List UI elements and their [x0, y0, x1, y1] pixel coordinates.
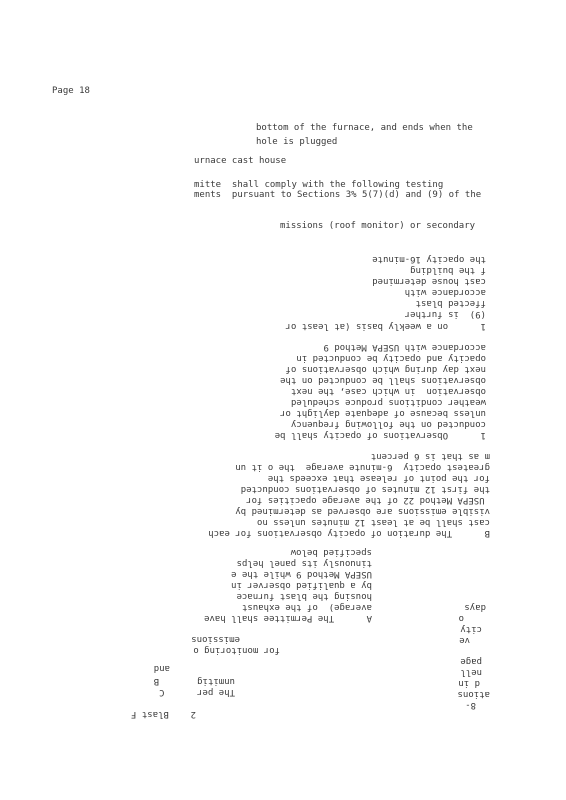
- inverted-text-line: cast shall be at least 12 minutes unless no: [257, 517, 490, 527]
- inverted-text-line: and: [153, 663, 170, 673]
- margin-fragment: d in: [458, 678, 480, 688]
- inverted-text-line: weather conditions produce scheduled: [290, 397, 486, 407]
- inverted-text-line: tinuously its panel helps: [236, 558, 372, 568]
- inverted-text-line: observation in which case, the next: [290, 386, 486, 396]
- inverted-text-line: conducted on the following frequency: [290, 419, 486, 429]
- inverted-text-line: 1 Observations of opacity shall be: [274, 430, 486, 440]
- inverted-text-line: ffected blast: [415, 298, 486, 308]
- text-line: urnace cast house: [194, 156, 287, 166]
- margin-fragment: ations: [457, 689, 490, 699]
- inverted-text-line: the opacity 16-minute: [372, 254, 486, 264]
- text-line: hole is plugged: [256, 137, 338, 147]
- inverted-text-line: unless because of adequate daylight or: [280, 408, 486, 418]
- inverted-text-line: greatest opacity 6-minute average the o it un: [235, 462, 490, 472]
- inverted-text-line: specified below: [290, 547, 372, 557]
- inverted-text-line: average) of the exhaust: [241, 602, 372, 612]
- text-line: missions (roof monitor) or secondary: [280, 221, 476, 231]
- inverted-text-line: for the point of release that exceeds the: [267, 473, 490, 483]
- text-line: mitte shall comply with the following testing: [194, 180, 444, 190]
- inverted-text-line: A The Permittee shall have: [204, 613, 372, 623]
- inverted-text-line: unmitig B: [153, 676, 235, 686]
- margin-fragment: 8-: [465, 700, 476, 710]
- margin-fragment: city: [460, 624, 482, 634]
- inverted-text-line: m as that is 6 percent: [370, 451, 490, 461]
- inverted-text-line: by a qualified observer in: [231, 580, 372, 590]
- inverted-text-line: housing the blast furnace: [236, 591, 372, 601]
- page-number: Page 18: [52, 86, 90, 96]
- inverted-text-line: f the building: [410, 265, 486, 275]
- text-line: bottom of the furnace, and ends when the: [256, 123, 473, 133]
- inverted-text-line: accordance with USEPA Method 9: [323, 342, 486, 352]
- inverted-text-line: (9) is further: [404, 309, 486, 319]
- inverted-text-line: emissions: [191, 634, 240, 644]
- inverted-text-line: the first 12 minutes of observations conducted: [240, 484, 490, 494]
- inverted-text-line: for monitoring o: [193, 645, 280, 655]
- inverted-text-line: next day during which observations of: [285, 364, 486, 374]
- inverted-text-line: accordance with: [404, 287, 486, 297]
- inverted-text-line: cast house determined: [372, 276, 486, 286]
- margin-fragment: nell: [460, 667, 482, 677]
- inverted-text-line: The per C: [159, 687, 235, 697]
- text-line: ments pursuant to Sections 3% 5(7)(d) and (9) of the: [194, 190, 482, 200]
- inverted-text-line: opacity and opacity be conducted in: [296, 353, 486, 363]
- inverted-text-line: 1 on a weekly basis (at least or: [285, 321, 486, 331]
- inverted-text-line: USEPA Method 9 while the e: [231, 569, 372, 579]
- margin-fragment: days: [464, 602, 486, 612]
- margin-fragment: page: [460, 656, 482, 666]
- inverted-text-line: USEPA Method 22 of the average opacities for: [246, 495, 490, 505]
- inverted-text-line: 2 Blast F: [130, 709, 196, 719]
- inverted-text-line: B The duration of opacity observations for each: [208, 528, 490, 538]
- inverted-text-line: visible emissions are observed as determined by: [235, 506, 490, 516]
- margin-fragment: o: [458, 613, 464, 623]
- margin-fragment: ve: [459, 635, 470, 645]
- inverted-text-line: observations shall be conducted on the: [280, 375, 486, 385]
